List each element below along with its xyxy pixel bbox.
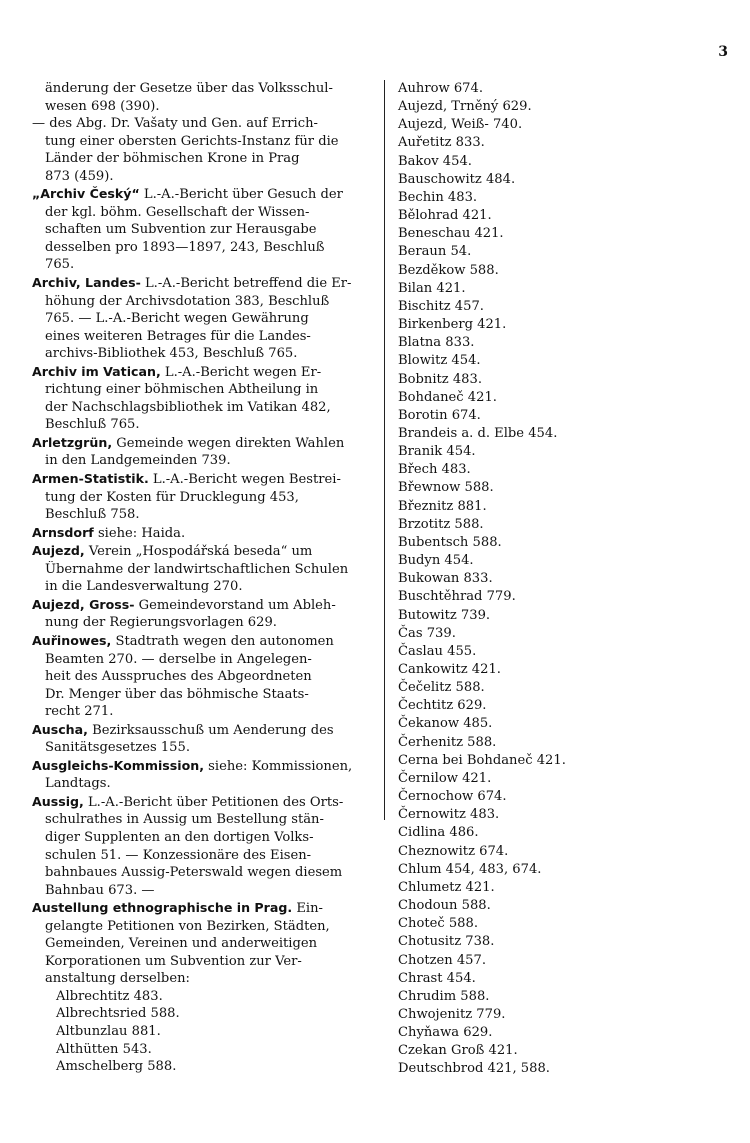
place-entry: Auřetitz 833. — [398, 135, 485, 151]
column-divider — [384, 80, 385, 820]
entry-text: Korporationen um Subvention zur Ver- — [45, 953, 302, 969]
entry-text: Bezirksausschuß um Aenderung des — [87, 722, 334, 738]
entry-text: schaften um Subvention zur Herausgabe — [45, 222, 317, 238]
place-entry: Chlumetz 421. — [398, 879, 495, 895]
entry-text: bahnbaues Aussig-Peterswald wegen diesem — [45, 865, 343, 881]
index-line — [32, 506, 372, 524]
index-line — [32, 686, 372, 704]
place-entry: Čechtitz 629. — [398, 698, 487, 714]
index-line — [32, 452, 372, 470]
entry-text: Bahnbau 673. — — [45, 882, 155, 898]
entry-text: änderung der Gesetze über das Volksschul- — [45, 81, 333, 96]
place-entry: Blatna 833. — [398, 335, 475, 351]
entry-text: Gemeinde wegen direkten Wahlen — [112, 435, 345, 451]
place-entry: Czekan Groß 421. — [398, 1043, 518, 1059]
entry-heading: Arletzgrün, — [32, 434, 113, 450]
place-entry: Bilan 421. — [398, 280, 466, 296]
entry-heading: Aujezd, — [32, 543, 85, 559]
index-line — [32, 899, 372, 918]
place-entry: Břech 483. — [398, 462, 471, 478]
entry-text: Amschelberg 588. — [56, 1059, 177, 1075]
place-entry: Bauschowitz 484. — [398, 171, 516, 187]
index-line — [32, 80, 372, 98]
place-entry: Bakov 454. — [398, 153, 472, 169]
place-entry: Deutschbrod 421, 588. — [398, 1061, 550, 1077]
index-line — [32, 185, 372, 204]
entry-text: L.-A.-Bericht über Petitionen des Orts- — [83, 794, 344, 810]
index-line — [32, 757, 372, 776]
entry-text: 873 (459). — [45, 168, 114, 184]
place-entry: Čerhenitz 588. — [398, 734, 497, 750]
index-line — [32, 578, 372, 596]
place-entry: Bubentsch 588. — [398, 534, 502, 550]
index-line — [32, 1023, 372, 1041]
entry-text: Beschluß 765. — [45, 417, 140, 433]
entry-text: höhung der Archivsdotation 383, Beschluß — [45, 293, 330, 309]
index-column-right — [398, 80, 728, 1079]
place-entry: Aujezd, Weiß- 740. — [398, 117, 523, 133]
place-entry: Cidlina 486. — [398, 825, 479, 841]
entry-text: wesen 698 (390). — [45, 98, 160, 114]
index-line — [32, 399, 372, 417]
entry-text: archivs-Bibliothek 453, Beschluß 765. — [45, 346, 298, 362]
index-line — [32, 632, 372, 651]
entry-text: L.-A.-Bericht wegen Bestrei- — [148, 472, 341, 488]
place-entry: Budyn 454. — [398, 553, 474, 569]
entry-text: Stadtrath wegen den autonomen — [111, 633, 334, 649]
entry-text: L.-A.-Bericht über Gesuch der — [139, 187, 343, 203]
place-entry: Černochow 674. — [398, 789, 507, 805]
place-entry: Čas 739. — [398, 625, 456, 641]
index-line — [32, 274, 372, 293]
place-entry: Choteč 588. — [398, 916, 478, 932]
entry-text: — des Abg. Dr. Vašaty und Gen. auf Errich- — [32, 116, 318, 132]
place-entry: Auhrow 674. — [398, 81, 483, 96]
place-entry: Chrast 454. — [398, 970, 476, 986]
index-line — [32, 204, 372, 222]
entry-text: L.-A.-Bericht betreffend die Er- — [140, 276, 352, 292]
index-line — [32, 345, 372, 363]
entry-text: diger Supplenten an den dortigen Volks- — [45, 829, 314, 845]
entry-heading: Archiv, Landes- — [32, 275, 141, 291]
index-line — [32, 651, 372, 669]
index-line — [32, 988, 372, 1006]
entry-text: Beschluß 758. — [45, 507, 140, 523]
entry-text: Beamten 270. — derselbe in Angelegen- — [45, 651, 312, 667]
place-entry: Beraun 54. — [398, 244, 472, 260]
place-entry: Chotusitz 738. — [398, 934, 495, 950]
entry-text: L.-A.-Bericht wegen Er- — [160, 364, 322, 380]
entry-text: Gemeindevorstand um Ableh- — [134, 597, 336, 613]
place-entry: Čečelitz 588. — [398, 680, 485, 696]
index-line — [32, 524, 372, 543]
entry-text: eines weiteren Betrages für die Landes- — [45, 328, 311, 344]
index-line — [32, 614, 372, 632]
index-line — [32, 561, 372, 579]
entry-text: gelangte Petitionen von Bezirken, Städten, — [45, 918, 330, 934]
index-line — [32, 221, 372, 239]
place-entry: Časlau 455. — [398, 643, 477, 659]
index-line — [32, 721, 372, 740]
entry-text: heit des Ausspruches des Abgeordneten — [45, 669, 312, 685]
place-entry: Bischitz 457. — [398, 298, 484, 314]
entry-text: Altbunzlau 881. — [56, 1023, 161, 1039]
place-entry: Chyňawa 629. — [398, 1025, 493, 1041]
index-line — [32, 918, 372, 936]
place-entry: Černowitz 483. — [398, 807, 500, 823]
entry-text: 765. — [45, 257, 75, 273]
index-line — [32, 363, 372, 382]
place-entry: Bechin 483. — [398, 189, 478, 205]
index-line — [32, 310, 372, 328]
index-line — [32, 811, 372, 829]
entry-text: nung der Regierungsvorlagen 629. — [45, 615, 277, 631]
entry-heading: Austellung ethnographische in Prag. — [32, 900, 293, 916]
entry-text: der Nachschlagsbibliothek im Vatikan 482, — [45, 399, 331, 415]
index-line — [32, 668, 372, 686]
index-line — [32, 328, 372, 346]
index-line — [32, 381, 372, 399]
place-entry: Cankowitz 421. — [398, 662, 501, 677]
place-entry: Blowitz 454. — [398, 353, 481, 369]
index-line — [32, 847, 372, 865]
place-entry: Butowitz 739. — [398, 607, 491, 623]
entry-text: Albrechtitz 483. — [56, 988, 163, 1004]
place-entry: Brzotitz 588. — [398, 516, 484, 532]
entry-text: anstaltung derselben: — [45, 971, 190, 987]
entry-heading: „Archiv Český“ — [32, 186, 140, 202]
entry-heading: Auscha, — [32, 721, 88, 737]
index-line — [32, 793, 372, 812]
index-line — [32, 115, 372, 133]
place-entry: Bezděkow 588. — [398, 262, 499, 278]
entry-heading: Ausgleichs-Kommission, — [32, 757, 205, 773]
entry-text: tung der Kosten für Drucklegung 453, — [45, 489, 299, 505]
place-entry: Beneschau 421. — [398, 226, 504, 242]
index-line — [32, 596, 372, 615]
index-line — [32, 133, 372, 151]
entry-text: Länder der böhmischen Krone in Prag — [45, 151, 300, 167]
index-line — [32, 470, 372, 489]
entry-text: Dr. Menger über das böhmische Staats- — [45, 686, 309, 702]
index-column-left — [32, 80, 372, 1076]
page-number: 3 — [718, 44, 728, 60]
index-line — [32, 739, 372, 757]
index-line — [32, 829, 372, 847]
entry-text: Albrechtsried 588. — [56, 1006, 180, 1022]
index-line — [32, 970, 372, 988]
entry-text: der kgl. böhm. Gesellschaft der Wissen- — [45, 204, 310, 220]
index-line — [32, 416, 372, 434]
entry-text: Althütten 543. — [56, 1041, 152, 1057]
place-entry: Borotin 674. — [398, 407, 481, 423]
place-entry: Aujezd, Trněný 629. — [398, 99, 532, 115]
index-line — [32, 1005, 372, 1023]
place-entry: Cerna bei Bohdaneč 421. — [398, 752, 566, 768]
entry-heading: Aujezd, Gross- — [32, 596, 135, 612]
index-line — [32, 434, 372, 453]
entry-heading: Armen-Statistik. — [32, 471, 149, 487]
place-entry: Bělohrad 421. — [398, 208, 492, 224]
place-entry: Břewnow 588. — [398, 480, 494, 496]
entry-text: in den Landgemeinden 739. — [45, 453, 231, 469]
entry-heading: Aussig, — [32, 793, 84, 809]
entry-text: recht 271. — [45, 704, 114, 720]
entry-text: 765. — L.-A.-Bericht wegen Gewährung — [45, 311, 309, 327]
place-entry: Březnitz 881. — [398, 498, 487, 514]
entry-text: in die Landesverwaltung 270. — [45, 579, 243, 595]
entry-text: schulrathes in Aussig um Bestellung stän- — [45, 812, 324, 828]
entry-text: Landtags. — [45, 776, 111, 792]
entry-text: Gemeinden, Vereinen und anderweitigen — [45, 936, 318, 952]
index-line — [32, 239, 372, 257]
place-entry: Černilow 421. — [398, 770, 492, 786]
index-line — [32, 1041, 372, 1059]
place-entry: Branik 454. — [398, 444, 476, 460]
index-line — [32, 775, 372, 793]
entry-text: Verein „Hospodářská beseda“ um — [84, 544, 313, 560]
index-line — [32, 935, 372, 953]
place-entry: Cheznowitz 674. — [398, 843, 509, 859]
index-line — [32, 150, 372, 168]
entry-heading: Arnsdorf — [32, 524, 94, 540]
entry-text: Sanitätsgesetzes 155. — [45, 740, 190, 756]
index-line — [32, 1058, 372, 1076]
place-entry: Chodoun 588. — [398, 898, 491, 914]
entry-heading: Archiv im Vatican, — [32, 363, 161, 379]
entry-text: siehe: Haida. — [93, 525, 186, 541]
index-line — [32, 293, 372, 311]
place-entry: Birkenberg 421. — [398, 317, 507, 333]
place-entry: Brandeis a. d. Elbe 454. — [398, 425, 558, 441]
index-line — [32, 703, 372, 721]
index-line — [32, 542, 372, 561]
index-line — [32, 864, 372, 882]
entry-text: desselben pro 1893—1897, 243, Beschluß — [45, 239, 325, 255]
place-entry: Bukowan 833. — [398, 571, 493, 587]
place-entry: Chrudim 588. — [398, 988, 490, 1004]
entry-text: siehe: Kommissionen, — [204, 758, 353, 774]
place-entry: Chlum 454, 483, 674. — [398, 861, 542, 877]
place-entry: Chotzen 457. — [398, 952, 486, 968]
place-entry: Bobnitz 483. — [398, 371, 482, 387]
entry-text: Übernahme der landwirtschaftlichen Schulen — [45, 561, 349, 577]
index-line — [32, 489, 372, 507]
entry-heading: Auřinowes, — [32, 632, 112, 648]
place-entry: Čekanow 485. — [398, 716, 493, 732]
entry-text: schulen 51. — Konzessionäre des Eisen- — [45, 847, 312, 863]
index-line — [32, 168, 372, 186]
index-line — [32, 882, 372, 900]
place-entry: Bohdaneč 421. — [398, 389, 497, 405]
place-entry: Buschtěhrad 779. — [398, 589, 516, 605]
place-entry: Chwojenitz 779. — [398, 1006, 506, 1022]
index-line — [32, 256, 372, 274]
entry-text: Ein- — [292, 901, 323, 917]
index-line — [32, 98, 372, 116]
entry-text: tung einer obersten Gerichts-Instanz für die — [45, 133, 339, 149]
index-line — [32, 953, 372, 971]
entry-text: richtung einer böhmischen Abtheilung in — [45, 382, 319, 398]
